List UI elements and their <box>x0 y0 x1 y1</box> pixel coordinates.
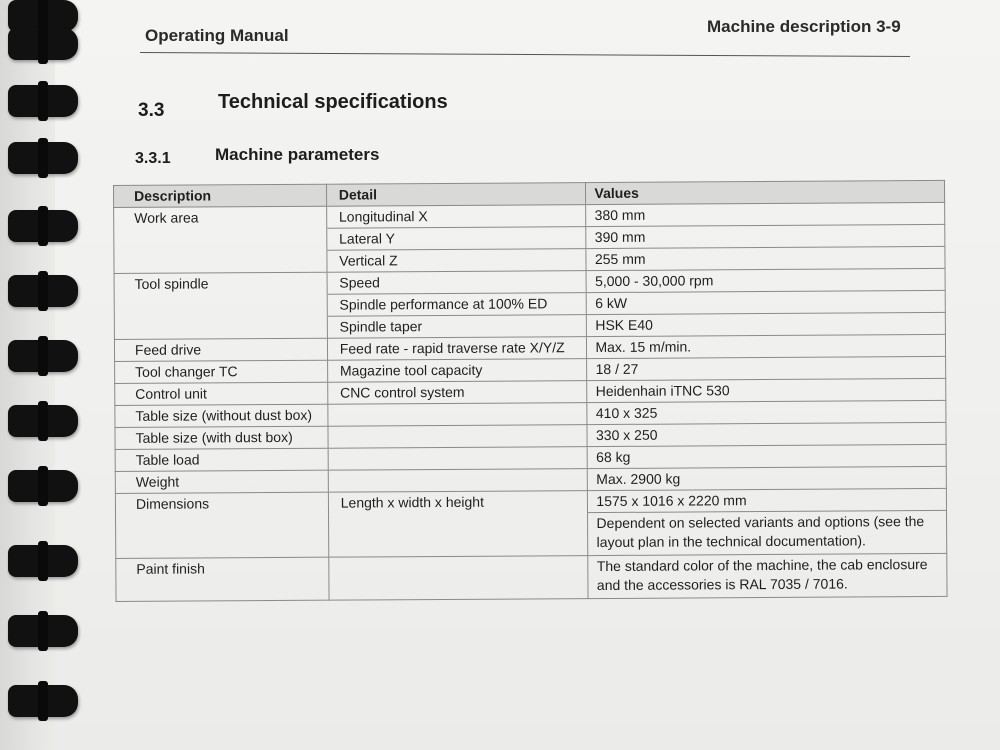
row-value: Max. 15 m/min. <box>587 334 946 358</box>
row-description: Table size (with dust box) <box>115 426 328 449</box>
row-detail: Vertical Z <box>327 249 587 273</box>
row-value: 390 mm <box>586 224 945 248</box>
binding-ring <box>8 685 78 717</box>
row-description: Table load <box>115 448 328 471</box>
row-value: 1575 x 1016 x 2220 mm <box>588 488 947 512</box>
row-detail: Longitudinal X <box>326 205 586 229</box>
binding-ring <box>8 28 78 60</box>
row-description <box>114 228 327 251</box>
row-description <box>114 250 327 273</box>
row-description <box>114 316 327 339</box>
row-value: 255 mm <box>586 246 945 270</box>
row-description: Weight <box>115 470 328 493</box>
row-detail: Length x width x height <box>328 491 588 515</box>
row-detail <box>329 556 589 601</box>
row-value: The standard color of the machine, the cab enclosure and the accessories is RAL 7035 / 7016. <box>588 553 947 598</box>
row-value: 380 mm <box>586 202 945 226</box>
section-number: 3.3 <box>138 100 165 121</box>
running-header-title: Operating Manual <box>145 26 289 45</box>
row-detail <box>328 447 588 471</box>
binding-ring <box>8 85 78 117</box>
row-detail: Lateral Y <box>327 227 587 251</box>
row-value: 18 / 27 <box>587 356 946 380</box>
subsection-number: 3.3.1 <box>135 150 171 167</box>
row-value: 5,000 - 30,000 rpm <box>586 268 945 292</box>
row-detail <box>328 513 588 558</box>
running-header-chapter: Machine description 3-9 <box>707 17 901 36</box>
row-detail: Speed <box>327 271 587 295</box>
column-header-values: Values <box>586 180 945 204</box>
binding-ring <box>8 210 78 242</box>
row-description <box>116 514 329 558</box>
row-description: Paint finish <box>116 557 329 601</box>
row-value: Dependent on selected variants and options (see the layout plan in the technical documentation). <box>588 510 947 555</box>
row-value: HSK E40 <box>587 312 946 336</box>
row-value: Max. 2900 kg <box>588 466 947 490</box>
binding-ring <box>8 405 78 437</box>
row-description <box>114 294 327 317</box>
row-value: 68 kg <box>588 444 947 468</box>
row-value: 6 kW <box>587 290 946 314</box>
row-detail: Spindle taper <box>327 315 587 339</box>
binding-ring <box>8 545 78 577</box>
table-row <box>116 553 947 601</box>
row-description: Dimensions <box>115 492 328 515</box>
machine-parameters-table <box>113 180 948 602</box>
row-description: Control unit <box>115 382 328 405</box>
table-row <box>116 510 947 558</box>
row-detail <box>328 403 588 427</box>
binding-ring <box>8 275 78 307</box>
row-value: 410 x 325 <box>587 400 946 424</box>
row-detail <box>328 425 588 449</box>
row-description: Tool spindle <box>114 272 327 295</box>
column-header-detail: Detail <box>326 183 586 207</box>
row-description: Table size (without dust box) <box>115 404 328 427</box>
row-description: Work area <box>114 206 327 229</box>
row-detail: Magazine tool capacity <box>327 359 587 383</box>
row-detail: CNC control system <box>327 381 587 405</box>
section-title: Technical specifications <box>218 91 448 113</box>
binding-ring <box>8 340 78 372</box>
row-value: Heidenhain iTNC 530 <box>587 378 946 402</box>
column-header-description: Description <box>114 184 327 207</box>
row-detail <box>328 469 588 493</box>
row-description: Tool changer TC <box>115 360 328 383</box>
row-detail: Spindle performance at 100% ED <box>327 293 587 317</box>
binding-ring <box>8 142 78 174</box>
subsection-title: Machine parameters <box>215 145 380 164</box>
binding-ring <box>8 615 78 647</box>
binding-ring <box>8 470 78 502</box>
row-value: 330 x 250 <box>587 422 946 446</box>
row-detail: Feed rate - rapid traverse rate X/Y/Z <box>327 337 587 361</box>
row-description: Feed drive <box>114 338 327 361</box>
